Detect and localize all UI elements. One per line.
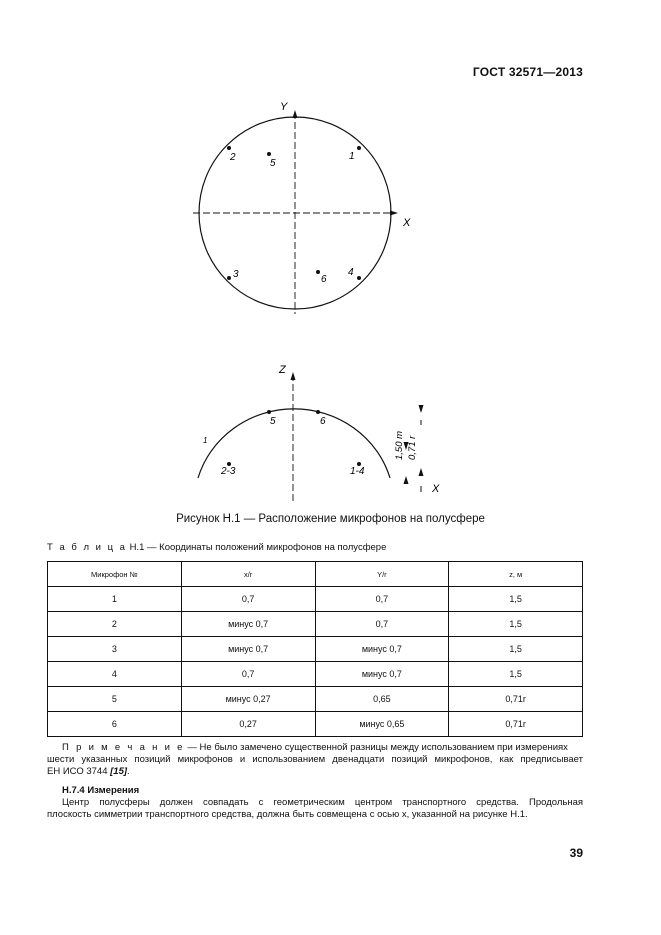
- side-axis-z-label: Z: [279, 364, 286, 376]
- figure-caption: Рисунок Н.1 — Расположение микрофонов на полусфере: [176, 513, 485, 525]
- mic-1-label: 1: [349, 151, 355, 162]
- cell-z: 0,71r: [449, 687, 583, 712]
- note-line-1: [62, 742, 583, 754]
- cell-x: минус 0,7: [181, 612, 315, 637]
- table-title-prefix: Т а б л и ц а: [47, 542, 127, 553]
- note-line-2: шести указанных позиций микрофонов и использованием двенадцати позиций микрофонов, как предписывает: [47, 754, 583, 765]
- table-row: [48, 612, 583, 637]
- note-reference: [15]: [110, 766, 128, 777]
- top-view-diagram: [193, 101, 411, 314]
- cell-y: 0,7: [315, 612, 449, 637]
- coordinates-table: [47, 561, 583, 737]
- mic-2-dot: [227, 146, 231, 150]
- note-standard: ЕН ИСО 3744: [47, 766, 108, 777]
- cell-z: 1,5: [449, 587, 583, 612]
- mic-5-label: 5: [270, 158, 276, 169]
- header-x-r: x/r: [181, 562, 315, 587]
- cell-mic: 3: [48, 637, 182, 662]
- table-row: [48, 687, 583, 712]
- mic-6-side-label: 6: [320, 416, 326, 427]
- mic-5-side-dot: [267, 410, 271, 414]
- section-title: Н.7.4 Измерения: [62, 785, 140, 796]
- side-view-diagram: [198, 364, 440, 502]
- cell-x: 0,7: [181, 587, 315, 612]
- dimension-arrow-left-bottom: [404, 476, 409, 484]
- page-number: 39: [569, 846, 583, 860]
- mic-2-label: 2: [230, 152, 236, 163]
- mic-6-label: 6: [321, 274, 327, 285]
- document-header: ГОСТ 32571—2013: [472, 65, 583, 79]
- table-row: [48, 587, 583, 612]
- header-y-r: Y/r: [315, 562, 449, 587]
- cell-mic: 4: [48, 662, 182, 687]
- mic-6-dot: [316, 270, 320, 274]
- cell-x: минус 0,27: [181, 687, 315, 712]
- mic-6-side-dot: [316, 410, 320, 414]
- dimension-arrow-top: [419, 405, 424, 413]
- note-label: П р и м е ч а н и е: [62, 742, 185, 753]
- cell-z: 1,5: [449, 637, 583, 662]
- cell-x: 0,27: [181, 712, 315, 737]
- section-paragraph-line-2: плоскость симметрии транспортного средства, должна быть совмещена с осью x, указанной на рисунке Н.1.: [47, 809, 528, 820]
- cell-mic: 6: [48, 712, 182, 737]
- table-row: [48, 662, 583, 687]
- arc-mark-label: 1: [203, 436, 208, 445]
- table-header-row: [48, 562, 583, 587]
- cell-mic: 2: [48, 612, 182, 637]
- mic-1-dot: [357, 146, 361, 150]
- cell-y: 0,65: [315, 687, 449, 712]
- cell-mic: 5: [48, 687, 182, 712]
- mic-3-dot: [227, 276, 231, 280]
- dimension-arrow-bottom: [419, 468, 424, 476]
- section-paragraph-line-1: Центр полусферы должен совпадать с геометрическим центром транспортного средства. Продольная: [62, 797, 583, 808]
- note-line-3: [47, 766, 130, 778]
- top-axis-y-label: Y: [280, 101, 288, 113]
- header-z: z, м: [449, 562, 583, 587]
- side-axis-x-label: X: [432, 483, 440, 495]
- mic-2-3-side-label: 2-3: [221, 466, 236, 477]
- mic-3-label: 3: [233, 269, 239, 280]
- mic-5-dot: [267, 152, 271, 156]
- table-row: [48, 637, 583, 662]
- table-title-text: Н.1 — Координаты положений микрофонов на полусфере: [129, 542, 387, 553]
- mic-4-dot: [357, 276, 361, 280]
- dimension-1-50m-label: 1,50 m: [394, 430, 405, 460]
- cell-z: 0,71r: [449, 712, 583, 737]
- mic-4-label: 4: [348, 267, 354, 278]
- cell-y: 0,7: [315, 587, 449, 612]
- cell-y: минус 0,7: [315, 662, 449, 687]
- header-microphone: Микрофон №: [48, 562, 182, 587]
- z-axis-arrow: [291, 372, 296, 380]
- y-axis-arrow: [293, 110, 298, 118]
- note-end: .: [127, 766, 130, 777]
- cell-z: 1,5: [449, 612, 583, 637]
- dimension-0-71r-label: 0,71 r: [407, 435, 418, 460]
- note-text-1: — Не было замечено существенной разницы между использованием при измерениях: [187, 742, 568, 753]
- mic-5-side-label: 5: [270, 416, 276, 427]
- cell-mic: 1: [48, 587, 182, 612]
- table-row: [48, 712, 583, 737]
- cell-y: минус 0,7: [315, 637, 449, 662]
- cell-x: минус 0,7: [181, 637, 315, 662]
- top-axis-x-label: X: [403, 217, 411, 229]
- cell-x: 0,7: [181, 662, 315, 687]
- x-axis-arrow: [390, 211, 398, 216]
- cell-z: 1,5: [449, 662, 583, 687]
- table-title: [47, 542, 386, 553]
- mic-1-4-side-label: 1-4: [350, 466, 365, 477]
- cell-y: минус 0,65: [315, 712, 449, 737]
